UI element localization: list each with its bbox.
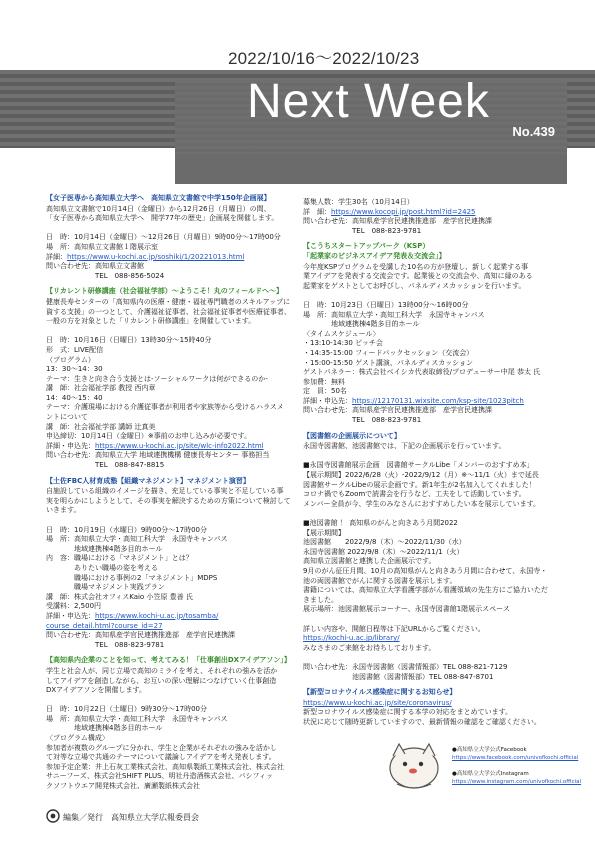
mascot-illustration <box>385 738 443 792</box>
ksp-link[interactable]: https://12170131.wixsite.com/ksp-site/1023pitch <box>352 396 524 405</box>
university-logo-icon <box>46 809 60 823</box>
facebook-block <box>452 746 578 762</box>
section-heading-ideathon: 【高知県内企業のことを知って、考えてみる！「仕事創出DXアイデアソン」】 <box>46 656 291 665</box>
instagram-link[interactable]: https://www.instagram.com/univofkochi.official <box>452 779 582 785</box>
section-body-ksp: 今年度KSPプログラムを受講した10名の方が登壇し、新しく起業する事 業アイデアを発表する交流会です。起業後との交流会や、高知に縁のある 起業家をゲストとしてお呼びし、パネルディスカッションを行います。 日 時：10月23日（日曜日）13時00分～16時00分 場 所：高知県立大学・高知工科大学 永国寺キャンパス 地域連携棟4階多目的ホール 〈タイムスケジュール〉 ・13:10-14:30 ピッチ会 ・14:35-15:00 フィードバックセッション（交流会） ・15:00-15:50 ゲスト講演、パネルディスカッション ゲストパネラー：株式会社ベイシカ代表取締役/プロデューサー中尾 恭太 氏 参加費：無料 定 員：50名 詳細・申込先：https://12170131.wixsite.com/ksp-site/1023pitch 問い合わせ先：高知県産学官民連携推進部 産学官民連携課 TEL 088-823-9781 <box>303 262 541 425</box>
footer-publisher: 編集／発行 高知県立大学広報委員会 <box>63 813 199 822</box>
section-heading-management: 【土佐FBC人材育成塾【組織マネジメント】マネジメント演習】 <box>46 476 250 485</box>
section-body-corona: https://www.u-kochi.ac.jp/site/coronavirus/ 新型コロナウイルス感染症に関する本学の対応をまとめています。 状況に応じて随時更新していますので、最新情報の確認をご確認ください。 <box>303 698 541 726</box>
section-heading-ksp: 【こうちスタートアップパーク（KSP） 「起業家のビジネスアイデア発表＆交流会」】 <box>303 242 446 260</box>
date-range: 2022/10/16～2022/10/23 <box>228 49 420 68</box>
left-column <box>46 194 298 792</box>
section-body-exhibition: 高知県立文書館で10月14日（金曜日）から12月26日（月曜日）の間、 「女子医専から高知県立大学へ 開学77年の歴史」企画展を開催します。 日 時：10月14日（金曜日）～12月26日（月曜日）9時00分～17時00分 場 所：高知県立文書館１階展示室 詳細：https://www.u-kochi.ac.jp/soshiki/1/20221013.html 問い合わせ先：高知県立文書館 TEL 088-856-5024 <box>46 204 281 280</box>
section-heading-corona: 【新型コロナウイルス感染症に関するお知らせ】 <box>303 688 457 697</box>
facebook-label: ●高知県立大学公式Facebook <box>452 747 527 753</box>
recurrent-link[interactable]: https://www.u-kochi.ac.jp/site/wlc-info2022.html <box>95 441 264 450</box>
section-body-library: 永国寺図書館、池図書館では、下記の企画展示を行っています。 ■永国寺図書館展示企画 図書館サークルLibe「メンバーのおすすめ本」 【展示期間】2022/6/28（火）-2022/9/12（月）※～11/1（火）まで延長 図書館サークルLibeの展示企画です。新1年生が2名加入してくれました！ コロナ禍でもZoomで読書会を行うなど、工夫をして活動しています。 メンバー全員が今、学生のみなさんにおすすめしたい本を展示しています。 ■池図書館 ！ 高知県のがんと向きあう月間2022 【展示期間】 池図書館 2022/9/8（木）～2022/11/30（水） 永国寺図書館 2022/9/8（木）～2022/11/1（火） 高知県立図書館と連携した企画展示です。 9月のがん征圧月間、10月の高知県がんと向きあう月間に合わせて、永国寺・ 池の両図書館でがんに関する図書を展示します。 書籍については、高知県立大学看護学部がん看護領域の先生方にご協力いただ きました。 展示場所：池図書館展示コーナー、永国寺図書館1階展示スペース 詳しい内容や、開館日程等は下記URLからご覧ください。 https://kochi-u.ac.jp/library/ みなさまのご来館をお待ちしております。 問い合わせ先：永国寺図書館（図書情報部）TEL 088-821-7129 池図書館（図書情報部）TEL 088-847-8701 <box>303 442 548 681</box>
section-heading-recurrent: 【リカレント研修講座（社会福祉学部）～ようこそ！丸のフィールドへ～】 <box>46 287 284 296</box>
section-heading-exhibition: 【女子医専から高知県立大学へ 高知県立文書館で中学150年企画展】 <box>46 194 271 202</box>
right-column <box>303 198 559 727</box>
facebook-link[interactable]: https://www.facebook.com/univofkochi.official <box>452 755 579 761</box>
ideathon-continued: 募集人数：学生30名（10月14日） 詳 細：https://www.kocopi.jp/post.html?id=2425 問い合わせ先：高知県産学官民連携推進部 産学官民連携課 TEL 088-823-9781 <box>303 198 492 235</box>
ideathon-link[interactable]: https://www.kocopi.jp/post.html?id=2425 <box>331 207 476 216</box>
library-link[interactable]: https://kochi-u.ac.jp/library/ <box>303 634 400 643</box>
corona-link[interactable]: https://www.u-kochi.ac.jp/site/coronavirus/ <box>303 698 452 707</box>
instagram-block <box>452 770 581 786</box>
page-title: Next Week <box>247 75 490 128</box>
exhibition-link[interactable]: https://www.u-kochi.ac.jp/soshiki/1/20221013.html <box>67 252 245 261</box>
section-heading-library: 【図書館の企画展示について】 <box>303 431 401 440</box>
instagram-label: ●高知県立大学公式Instagram <box>452 771 529 777</box>
section-body-recurrent: 健康長寿センターの「高知県内の医療・健康・福祉専門職者のスキルアップに 資する支援」の一つとして、介護福祉従事者、社会福祉従事者や医療従事者、 一般の方を対象とした「リカレント研修講座」を開催しています。 日 時：10月16日（日曜日）13時30分～15時40分 形 式：LIVE配信 （プログラム） 13：30～14：30 テーマ：生きと向き合う支援とは-ソーシャルワークは何ができるのか- 講 師：社会福祉学部 教授 西内章 14：40～15：40 テーマ：介護現場における介護従事者が利用者や家族等から受けるハラスメ ントについて 講 師：社会福祉学部 講師 辻真美 申込締切：10月14日（金曜日）※事前のお申し込みが必要です。 詳細・申込先：https://www.u-kochi.ac.jp/site/wlc-info2022.html 問い合わせ先：高知県立大学 地域連携機構 健康長寿センター 事務担当 TEL 088-847-8815 <box>46 297 291 470</box>
issue-number: No.439 <box>512 124 555 139</box>
section-body-ideathon: 学生と社会人が、同じ立場で高知のミライを考え、それぞれの強みを活か してアイデアを創造しながら、お互いの深い理解につなげていく仕事創造 DXアイデアソンを開催します。 日 時：10月22日（土曜日）9時30分～17時00分 場 所：高知県立大学・高知工科大学 永国寺キャンパス 地域連携棟4階多目的ホール 〈プログラム構成〉 参加者が複数のグループに分かれ、学生と企業がそれぞれの強みを活かし て対等な立場で共通のテーマについて議論しアイデアを考え発表します。 参加予定企業：井上石灰工業株式会社、高知県製紙工業株式会社、株式会社 サニーフーズ、株式会社SHIFT PLUS、明社丹造酒株式会社、パシフィッ クソフトウエア開発株式会社、廣瀬製紙株式会社 <box>46 666 284 791</box>
section-body-management: 自施設している組織のイメージを描き、充足している事実と不足している事 実を明らかにしようとして、その事実を解決するための方策について検討して いきます。 日 時：10月19日（水曜日）9時00分～17時00分 場 所：高知県立大学・高知工科大学 永国寺キャンパス 地域連携棟4階多目的ホール 内 容：職場における「マネジメント」とは？ ありたい職場の姿を考える 職場における事例の2「マネジメント」MDPS 職場マネジメント実践プラン 講 師：株式会社オフィスKaio 小笠原 豊善 氏 受講料：2,500円 詳細・申込先：https://www.kochi-u.ac.jp/tosamba/ course_detail.html?course_id=27 問い合わせ先：高知県産学官民連携推進部 産学官民連携課 TEL 088-823-9781 <box>46 487 291 649</box>
management-link[interactable]: https://www.kochi-u.ac.jp/tosamba/ course_detail.html?course_id=27 <box>46 611 219 630</box>
